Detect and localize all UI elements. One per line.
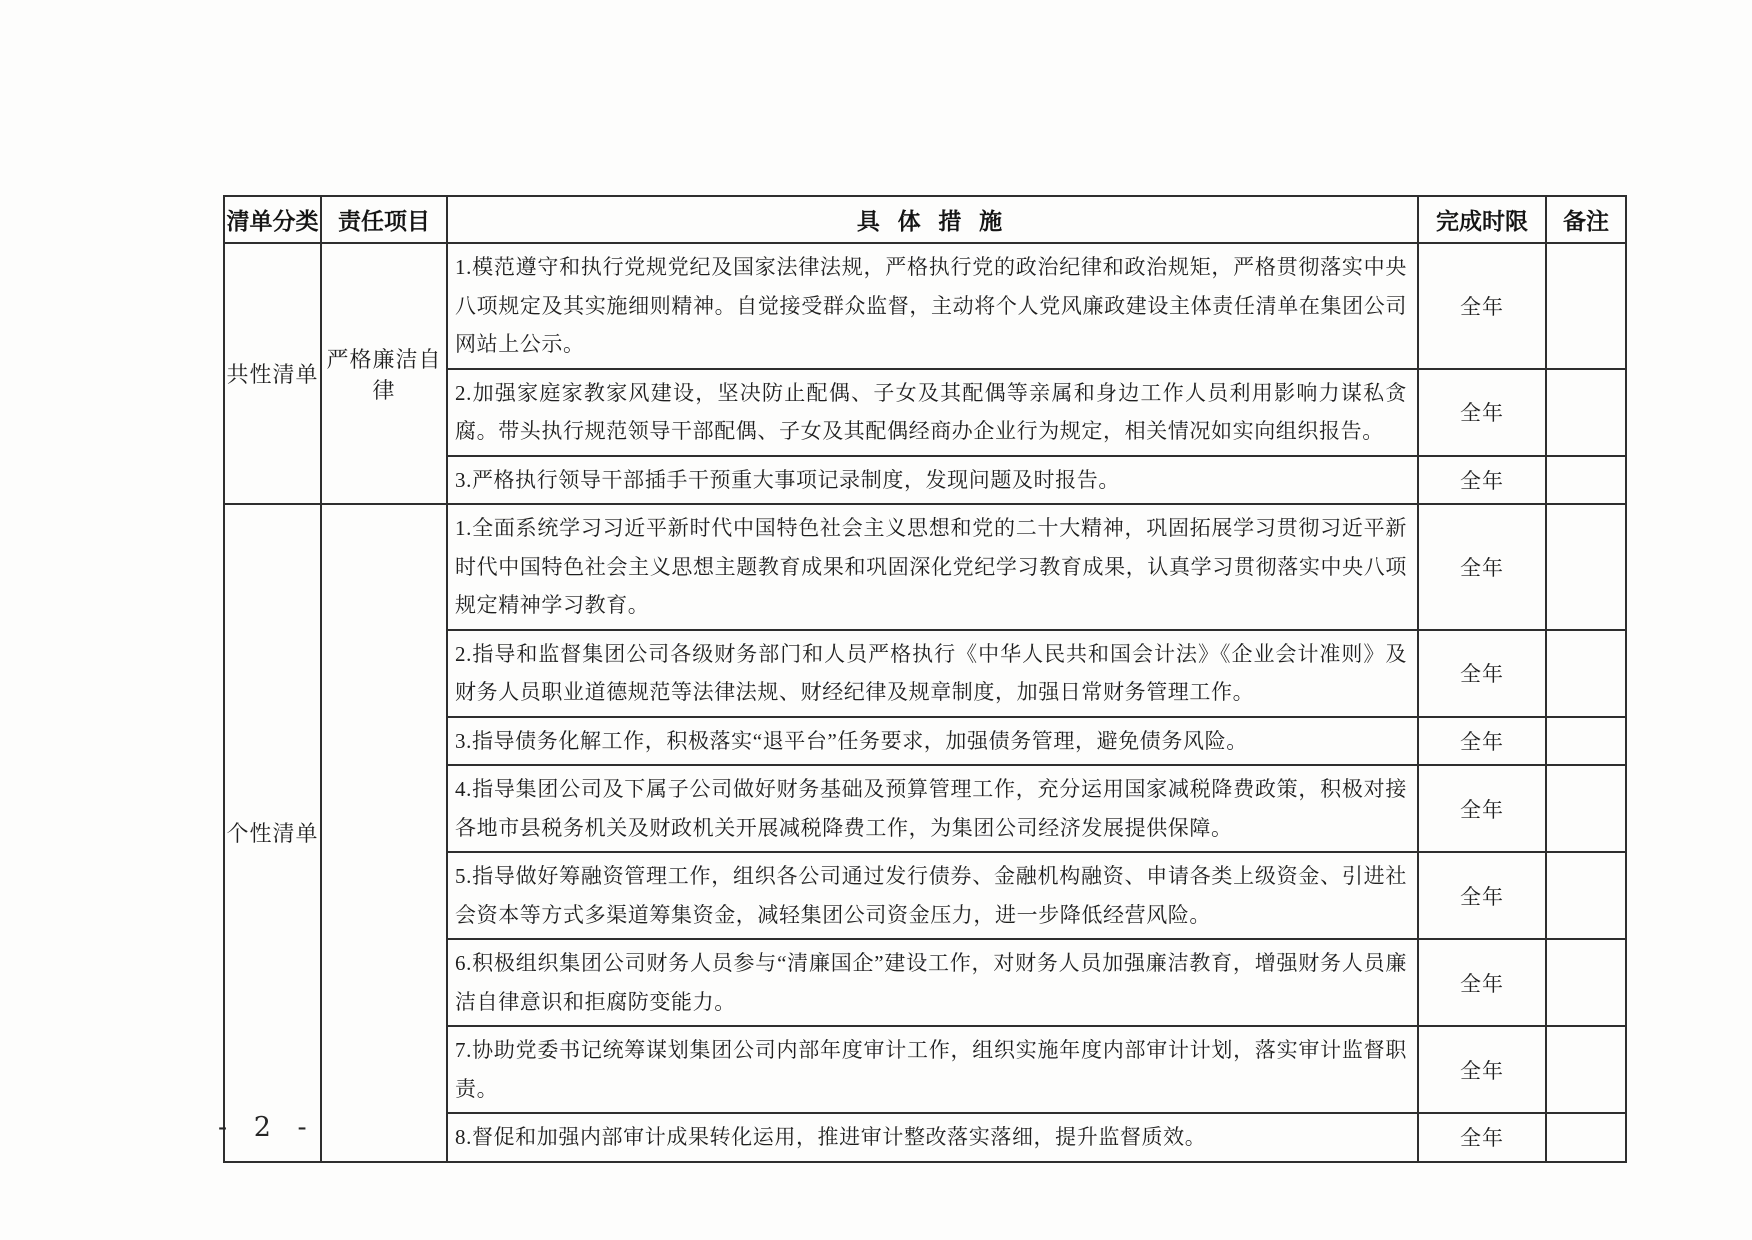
remark-cell (1546, 630, 1626, 717)
remark-cell (1546, 717, 1626, 766)
measure-text: 6.积极组织集团公司财务人员参与“清廉国企”建设工作，对财务人员加强廉洁教育，增强财务人员廉洁自律意识和拒腐防变能力。 (447, 939, 1418, 1026)
header-project: 责任项目 (321, 196, 447, 243)
measure-text: 4.指导集团公司及下属子公司做好财务基础及预算管理工作，充分运用国家减税降费政策，积极对接各地市县税务机关及财政机关开展减税降费工作，为集团公司经济发展提供保障。 (447, 765, 1418, 852)
remark-cell (1546, 369, 1626, 456)
measure-text: 1.全面系统学习习近平新时代中国特色社会主义思想和党的二十大精神，巩固拓展学习贯彻习近平新时代中国特色社会主义思想主题教育成果和巩固深化党纪学习教育成果，认真学习贯彻落实中央八项规定精神学习教育。 (447, 504, 1418, 630)
remark-cell (1546, 939, 1626, 1026)
measure-text: 3.指导债务化解工作，积极落实“退平台”任务要求，加强债务管理，避免债务风险。 (447, 717, 1418, 766)
header-category: 清单分类 (224, 196, 321, 243)
measure-text: 7.协助党委书记统筹谋划集团公司内部年度审计工作，组织实施年度内部审计计划，落实审计监督职责。 (447, 1026, 1418, 1113)
measure-text: 1.模范遵守和执行党规党纪及国家法律法规，严格执行党的政治纪律和政治规矩，严格贯彻落实中央八项规定及其实施细则精神。自觉接受群众监督，主动将个人党风廉政建设主体责任清单在集团公司网站上公示。 (447, 243, 1418, 369)
remark-cell (1546, 1026, 1626, 1113)
remark-cell (1546, 852, 1626, 939)
table-row (224, 504, 1626, 630)
remark-cell (1546, 504, 1626, 630)
measure-text: 5.指导做好筹融资管理工作，组织各公司通过发行债券、金融机构融资、申请各类上级资金、引进社会资本等方式多渠道筹集资金，减轻集团公司资金压力，进一步降低经营风险。 (447, 852, 1418, 939)
deadline-value: 全年 (1418, 1113, 1546, 1162)
header-deadline: 完成时限 (1418, 196, 1546, 243)
header-measures: 具 体 措 施 (447, 196, 1418, 243)
deadline-value: 全年 (1418, 717, 1546, 766)
remark-cell (1546, 1113, 1626, 1162)
responsibility-list-table (223, 195, 1627, 1163)
project-empty (321, 504, 447, 1162)
remark-cell (1546, 765, 1626, 852)
measure-text: 2.加强家庭家教家风建设，坚决防止配偶、子女及其配偶等亲属和身边工作人员利用影响力谋私贪腐。带头执行规范领导干部配偶、子女及其配偶经商办企业行为规定，相关情况如实向组织报告。 (447, 369, 1418, 456)
table-row (224, 243, 1626, 369)
deadline-value: 全年 (1418, 852, 1546, 939)
category-common-list: 共性清单 (224, 243, 321, 504)
measure-text: 8.督促和加强内部审计成果转化运用，推进审计整改落实落细，提升监督质效。 (447, 1113, 1418, 1162)
remark-cell (1546, 456, 1626, 505)
project-self-discipline: 严格廉洁自律 (321, 243, 447, 504)
deadline-value: 全年 (1418, 504, 1546, 630)
deadline-value: 全年 (1418, 939, 1546, 1026)
remark-cell (1546, 243, 1626, 369)
measure-text: 2.指导和监督集团公司各级财务部门和人员严格执行《中华人民共和国会计法》《企业会计准则》及财务人员职业道德规范等法律法规、财经纪律及规章制度，加强日常财务管理工作。 (447, 630, 1418, 717)
deadline-value: 全年 (1418, 765, 1546, 852)
deadline-value: 全年 (1418, 456, 1546, 505)
measure-text: 3.严格执行领导干部插手干预重大事项记录制度，发现问题及时报告。 (447, 456, 1418, 505)
page-number: - 2 - (218, 1112, 316, 1143)
header-remark: 备注 (1546, 196, 1626, 243)
deadline-value: 全年 (1418, 243, 1546, 369)
category-individual-list: 个性清单 (224, 504, 321, 1162)
table-header-row (224, 196, 1626, 243)
deadline-value: 全年 (1418, 630, 1546, 717)
deadline-value: 全年 (1418, 1026, 1546, 1113)
deadline-value: 全年 (1418, 369, 1546, 456)
